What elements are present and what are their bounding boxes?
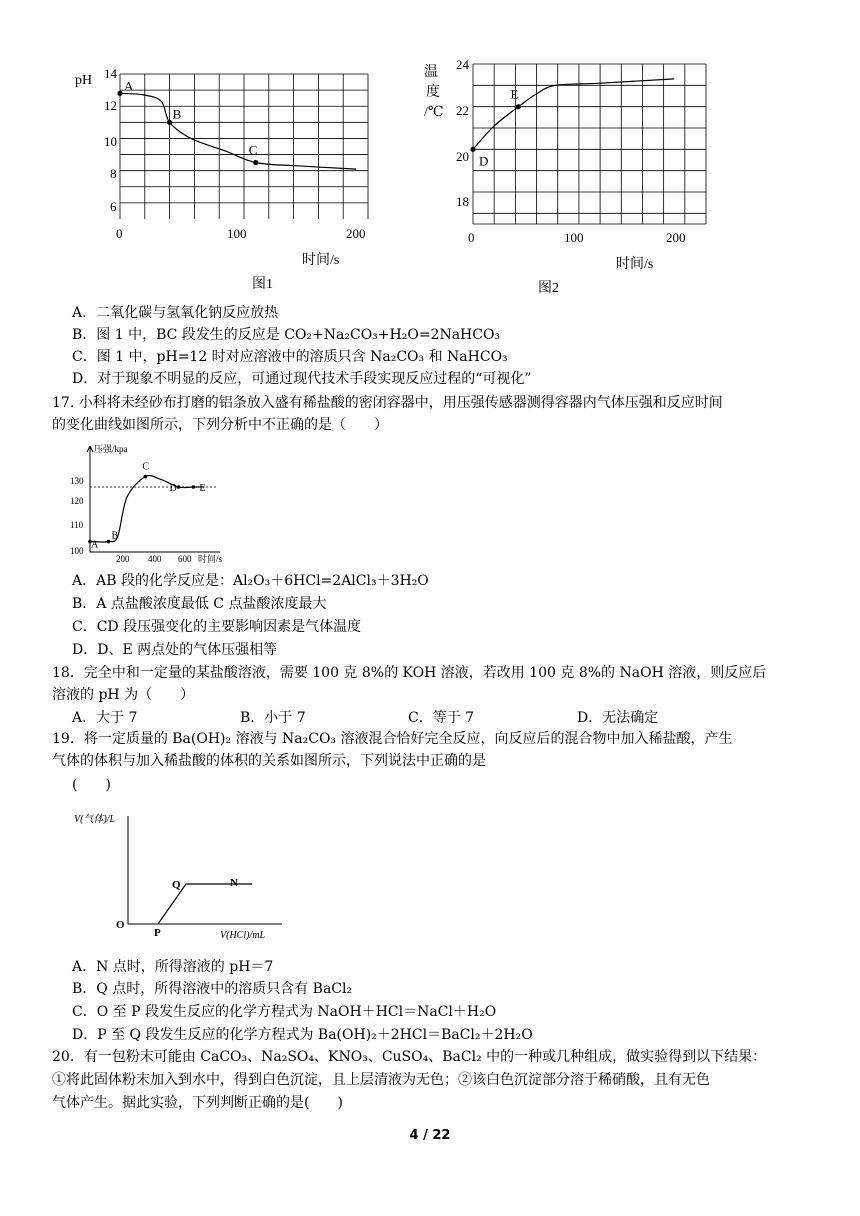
- q19-stem-blank: ( ): [72, 777, 111, 793]
- q18-stem-cont: 溶液的 pH 为（ ）: [52, 687, 195, 703]
- fig1-point-B: [167, 120, 172, 125]
- page-number: 4 / 22: [409, 1128, 451, 1143]
- q17-stem-cont: 的变化曲线如图所示，下列分析中不正确的是（ ）: [52, 417, 388, 433]
- fig17-point-label-E: E: [199, 483, 206, 494]
- fig2-xtick: 0: [468, 230, 475, 245]
- fig1-caption: 图1: [252, 277, 273, 292]
- fig17-point-B: [107, 540, 111, 544]
- fig1-ytick: 14: [104, 66, 117, 81]
- fig1-ylabel: pH: [75, 73, 93, 88]
- figure-19-gas-volume-chart: [72, 808, 302, 948]
- q19-option-a: A．N 点时，所得溶液的 pH＝7: [72, 959, 274, 975]
- fig2-ylabel: /℃: [424, 105, 444, 120]
- fig1-ytick: 6: [110, 199, 117, 214]
- fig17-xtick: 600: [178, 554, 192, 564]
- fig19-point-label: Q: [172, 879, 181, 891]
- fig1-curve: [120, 93, 356, 169]
- fig1-point-A: [117, 91, 122, 96]
- q18-options-row: [72, 707, 812, 725]
- fig1-xticks: [116, 226, 366, 241]
- q18-option-a: A．大于 7: [72, 710, 138, 726]
- fig17-ylabel: 压强/kpa: [94, 444, 128, 454]
- fig17-point-label-B: B: [111, 530, 119, 542]
- fig2-caption: 图2: [538, 281, 559, 296]
- q20-stem-cont-2: 气体产生。据此实验，下列判断正确的是( ): [52, 1095, 343, 1111]
- q18-stem: 18．完全中和一定量的某盐酸溶液，需要 100 克 8%的 KOH 溶液，若改用 100 克 8%的 NaOH 溶液，则反应后: [52, 665, 767, 681]
- fig1-xtick: 100: [227, 226, 247, 241]
- q20-stem: 20．有一包粉末可能由 CaCO₃、Na₂SO₄、KNO₃、CuSO₄、BaCl₂ 中的一种或几种组成，做实验得到以下结果：: [52, 1049, 767, 1065]
- fig2-point-D: [470, 147, 475, 152]
- fig17-point-label-A: A: [91, 539, 99, 551]
- q19-stem: 19．将一定质量的 Ba(OH)₂ 溶液与 Na₂CO₃ 溶液混合恰好完全反应，向反应后的混合物中加入稀盐酸，产生: [52, 731, 733, 747]
- figure-17-pressure-chart: [70, 440, 250, 568]
- fig17-point-label-D: D: [169, 483, 177, 494]
- fig2-xlabel: 时间/s: [616, 257, 654, 272]
- fig17-ytick: 100: [70, 546, 84, 556]
- q16-option-a: A．二氧化碳与氢氧化钠反应放热: [72, 305, 279, 321]
- fig2-xtick: 100: [564, 230, 584, 245]
- q19-option-d: D．P 至 Q 段发生反应的化学方程式为 Ba(OH)₂＋2HCl＝BaCl₂＋2H₂O: [72, 1027, 533, 1043]
- q17-option-a: A．AB 段的化学反应是：Al₂O₃＋6HCl=2AlCl₃＋3H₂O: [72, 573, 429, 589]
- q16-option-b: B．图 1 中，BC 段发生的反应是 CO₂+Na₂CO₃+H₂O=2NaHCO₃: [72, 327, 501, 343]
- fig17-point-E: [192, 485, 196, 489]
- fig2-grid: [473, 64, 706, 224]
- fig2-point-label-D: D: [479, 153, 489, 169]
- fig2-point-label-E: E: [510, 86, 519, 102]
- q17-stem: 17. 小科将未经砂布打磨的铝条放入盛有稀盐酸的密闭容器中，用压强传感器测得容器内气体压强和反应时间: [52, 395, 723, 411]
- q16-option-d: D．对于现象不明显的反应，可通过现代技术手段实现反应过程的“可视化”: [72, 371, 532, 387]
- fig19-ylabel: V(气体)/L: [74, 814, 116, 825]
- q19-option-c: C．O 至 P 段发生反应的化学方程式为 NaOH＋HCl＝NaCl＋H₂O: [72, 1004, 497, 1020]
- fig17-curve: [90, 475, 205, 542]
- fig2-yticks: [456, 57, 470, 209]
- fig17-ytick: 110: [70, 520, 84, 530]
- fig17-xlabel: 时间/s: [198, 554, 223, 564]
- fig2-ytick: 18: [456, 194, 469, 209]
- fig1-xtick: 200: [346, 226, 366, 241]
- fig17-point-D: [177, 485, 181, 489]
- fig17-ytick: 120: [70, 496, 84, 506]
- q19-option-b: B．Q 点时，所得溶液中的溶质只含有 BaCl₂: [72, 981, 353, 997]
- fig19-origin: O: [116, 919, 125, 931]
- q17-option-d: D．D、E 两点处的气体压强相等: [72, 642, 278, 658]
- fig1-ytick: 10: [104, 134, 117, 149]
- fig1-point-label-A: A: [124, 78, 134, 94]
- q16-option-c: C．图 1 中，pH=12 时对应溶液中的溶质只含 Na₂CO₃ 和 NaHCO₃: [72, 349, 508, 365]
- fig1-point-label-B: B: [172, 106, 182, 122]
- fig1-point-C: [253, 160, 258, 165]
- q17-option-c: C．CD 段压强变化的主要影响因素是气体温度: [72, 619, 362, 635]
- fig17-xticks: [116, 554, 192, 564]
- q18-option-c: C．等于 7: [408, 710, 475, 726]
- q19-stem-cont: 气体的体积与加入稀盐酸的体积的关系如图所示，下列说法中正确的是: [52, 753, 486, 769]
- fig1-point-label-C: C: [248, 142, 258, 158]
- fig1-ytick: 12: [104, 98, 117, 113]
- fig19-point-label: P: [154, 927, 161, 939]
- fig17-point-C: [144, 475, 148, 479]
- fig17-xtick: 200: [116, 554, 130, 564]
- fig2-ylabel: 度: [426, 85, 440, 100]
- fig17-xtick: 400: [148, 554, 162, 564]
- fig19-xlabel: V(HCl)/mL: [220, 930, 265, 941]
- fig1-ytick: 8: [110, 166, 117, 181]
- fig2-ytick: 20: [456, 149, 469, 164]
- q17-option-b: B．A 点盐酸浓度最低 C 点盐酸浓度最大: [72, 596, 327, 612]
- figure-1-ph-chart: [70, 60, 390, 300]
- fig19-point-label: N: [230, 877, 238, 889]
- fig1-grid: [120, 74, 368, 219]
- q18-option-d: D．无法确定: [577, 710, 659, 726]
- fig2-xticks: [468, 230, 686, 245]
- fig2-ylabel: 温: [424, 65, 438, 80]
- fig1-xtick: 0: [116, 226, 123, 241]
- fig2-ytick: 24: [456, 57, 469, 72]
- fig2-ytick: 22: [456, 103, 469, 118]
- q20-stem-cont: ①将此固体粉末加入到水中，得到白色沉淀，且上层清液为无色；②该白色沉淀部分溶于稀硝酸，且有无色: [52, 1072, 710, 1088]
- fig17-yticks: [70, 476, 84, 556]
- fig2-curve: [473, 79, 674, 149]
- fig1-xlabel: 时间/s: [302, 253, 340, 268]
- fig1-yticks: [104, 66, 118, 214]
- fig2-point-E: [516, 104, 521, 109]
- figure-2-temperature-chart: [420, 56, 730, 302]
- fig17-point-label-C: C: [142, 461, 150, 473]
- q18-option-b: B．小于 7: [240, 710, 306, 726]
- fig2-xtick: 200: [666, 230, 686, 245]
- fig17-ytick: 130: [70, 476, 84, 486]
